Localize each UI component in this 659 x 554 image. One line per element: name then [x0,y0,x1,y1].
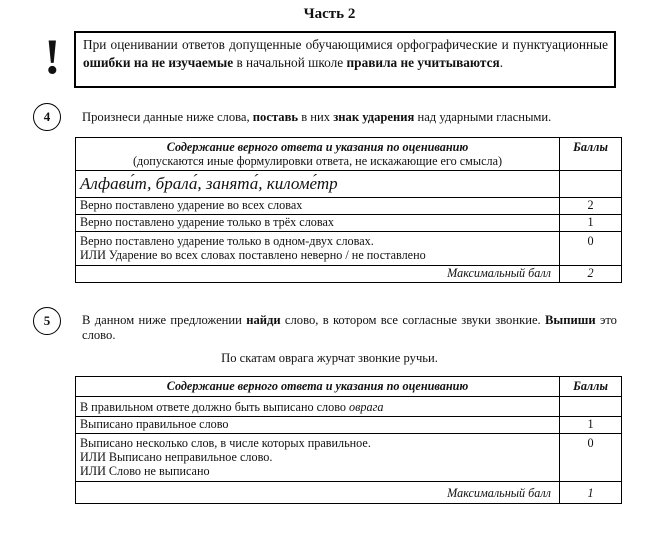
task5-grading-table [75,376,622,504]
header-points: Баллы [560,377,622,397]
max-label: Максимальный балл [76,266,560,283]
criteria-line: ИЛИ Слово не выписано [80,464,210,478]
notice-bold: ошибки на не изучаемые [83,55,234,70]
points-cell: 0 [560,434,622,482]
table-row [76,232,622,266]
task4-text: над ударными гласными. [414,110,552,124]
points-cell: 1 [560,215,622,232]
points-cell: 1 [560,417,622,434]
task5-bold: Выпиши [545,313,596,327]
answer-word: оврага [349,399,384,414]
header-sub: (допускаются иные формулировки ответа, не искажающие его смысла) [132,154,503,168]
table-header-row [76,377,622,397]
task-number-4: 4 [33,103,61,131]
header-main: Содержание верного ответа и указания по оцениванию [166,140,469,154]
points-cell [560,397,622,417]
task5-sentence: По скатам оврага журчат звонкие ручьи. [221,351,438,365]
points-cell: 0 [560,232,622,266]
criteria-text [76,232,560,266]
task4-grading-table [75,137,622,283]
task5-text: слово, в котором все согласные звуки звонкие. [280,313,545,327]
notice-text: При оценивании ответов допущенные обучающимися орфографические и пунктуационные [83,37,608,52]
grading-notice [74,31,616,88]
criteria-line: ИЛИ Выписано неправильное слово. [80,450,273,464]
task4-bold: поставь [252,110,299,124]
task5-text: В данном ниже предложении [82,313,247,327]
notice-bold: правила не учитываются [346,55,500,70]
table-row-max [76,266,622,283]
page-title: Часть 2 [303,6,356,22]
table-row [76,198,622,215]
criteria-line: Выписано несколько слов, в числе которых правильное. [80,436,371,450]
table-row [76,171,622,198]
max-value: 2 [560,266,622,283]
task4-instruction [82,110,622,125]
points-cell [560,171,622,198]
task4-text: Произнеси данные ниже слова, [82,110,253,124]
max-value: 1 [560,482,622,504]
exclamation-icon: ! [44,28,61,84]
task4-bold: знак ударения [333,110,415,124]
table-row [76,215,622,232]
notice-text: . [499,55,504,70]
header-main: Содержание верного ответа и указания по оцениванию [76,377,560,397]
max-label: Максимальный балл [76,482,560,504]
criteria-text [76,434,560,482]
task5-text: это слово. [82,313,617,342]
answer-prefix: В правильном ответе должно быть выписано слово [80,399,350,414]
answer-text [76,397,560,417]
table-header-row [76,138,622,171]
criteria-text: Выписано правильное слово [76,417,560,434]
task-number-5: 5 [33,307,61,335]
points-cell: 2 [560,198,622,215]
criteria-text: Верно поставлено ударение только в трёх словах [76,215,560,232]
task5-bold: найди [246,313,281,327]
notice-text: в начальной школе [233,55,347,70]
task5-instruction [82,313,617,343]
task4-text: в них [298,110,334,124]
criteria-line: Верно поставлено ударение только в одном-двух словах. [80,234,374,248]
criteria-line: ИЛИ Ударение во всех словах поставлено неверно / не поставлено [80,248,426,262]
table-header-content [76,138,560,171]
table-row [76,397,622,417]
table-row [76,434,622,482]
criteria-text: Верно поставлено ударение во всех словах [76,198,560,215]
header-points: Баллы [560,138,622,171]
answer-words: Алфави́т, брала́, занята́, киломе́тр [76,171,560,198]
table-row-max [76,482,622,504]
table-row [76,417,622,434]
